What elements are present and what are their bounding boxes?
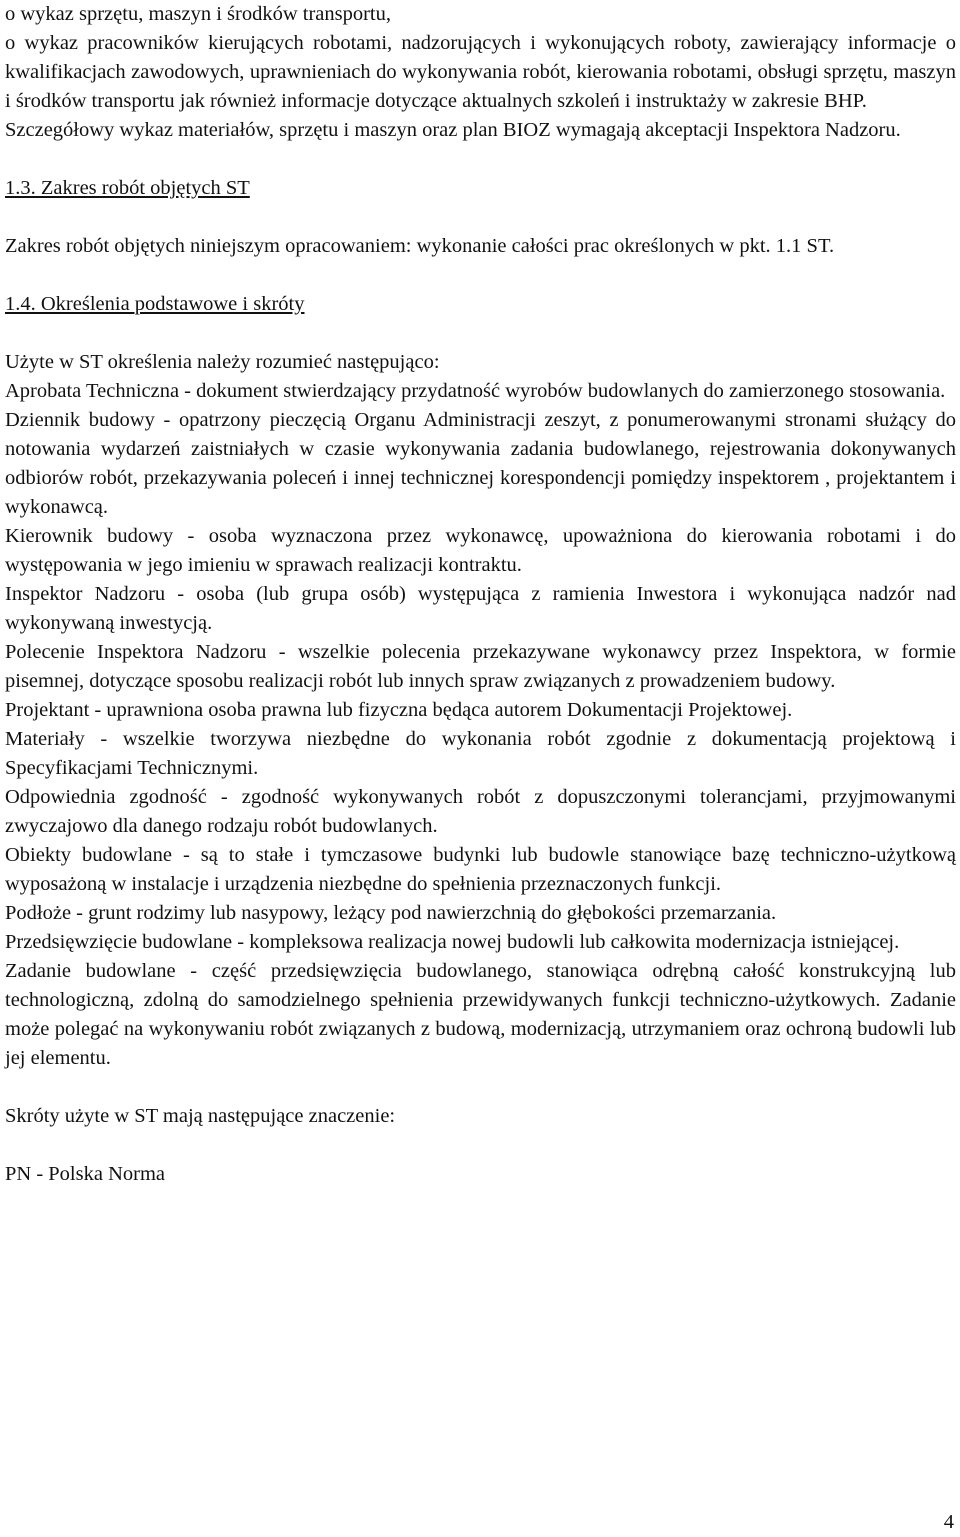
paragraph-scope: Zakres robót objętych niniejszym opracowaniem: wykonanie całości prac określonych w pkt. 1.1 ST. bbox=[5, 235, 835, 257]
definition-item: Zadanie budowlane - część przedsięwzięcia budowlanego, stanowiąca odrębną całość konstrukcyjną lub technologiczną, zdolną do samodzielnego spełnienia przewidywanych funkcji techniczno-użytkowych. Zadanie może polegać na wykonywaniu robót związanych z budową, modernizacją, utrzymaniem oraz ochroną budowli lub jej elementu. bbox=[5, 960, 956, 1069]
spacer bbox=[5, 145, 956, 174]
paragraph-acceptance: Szczegółowy wykaz materiałów, sprzętu i maszyn oraz plan BIOZ wymagają akceptacji Inspektora Nadzoru. bbox=[5, 119, 901, 141]
paragraph-definitions-intro: Użyte w ST określenia należy rozumieć następująco: bbox=[5, 351, 440, 373]
definition-item: Przedsięwzięcie budowlane - kompleksowa realizacja nowej budowli lub całkowita modernizacja istniejącej. bbox=[5, 931, 900, 953]
definition-item: Materiały - wszelkie tworzywa niezbędne do wykonania robót zgodnie z dokumentacją projektową i Specyfikacjami Technicznymi. bbox=[5, 728, 956, 779]
spacer bbox=[5, 203, 956, 232]
paragraph-abbreviations-intro: Skróty użyte w ST mają następujące znaczenie: bbox=[5, 1105, 396, 1127]
section-heading-1-3: 1.3. Zakres robót objętych ST bbox=[5, 177, 250, 199]
paragraph-staff-list: o wykaz pracowników kierujących robotami, nadzorujących i wykonujących roboty, zawierający informacje o kwalifikacjach zawodowych, uprawnieniach do wykonywania robót, kierowania robotami, obsługi sprzętu, maszyn i środków transportu jak również informacje dotyczące aktualnych szkoleń i instruktaży w zakresie BHP. bbox=[5, 32, 956, 112]
spacer bbox=[5, 261, 956, 290]
page-number: 4 bbox=[943, 1511, 954, 1533]
definition-item: Podłoże - grunt rodzimy lub nasypowy, leżący pod nawierzchnią do głębokości przemarzania. bbox=[5, 902, 777, 924]
definition-item: Aprobata Techniczna - dokument stwierdzający przydatność wyrobów budowlanych do zamierzonego stosowania. bbox=[5, 380, 946, 402]
definition-item: Dziennik budowy - opatrzony pieczęcią Organu Administracji zeszyt, z ponumerowanymi stronami służący do notowania wydarzeń zaistniałych w czasie wykonywania zadania budowlanego, rejestrowania dokonywanych odbiorów robót, przekazywania poleceń i innej technicznej korespondencji pomiędzy inspektorem , projektantem i wykonawcą. bbox=[5, 409, 956, 518]
definition-item: Inspektor Nadzoru - osoba (lub grupa osób) występująca z ramienia Inwestora i wykonująca nadzór nad wykonywaną inwestycją. bbox=[5, 583, 956, 634]
definition-item: Obiekty budowlane - są to stałe i tymczasowe budynki lub budowle stanowiące bazę techniczno-użytkową wyposażoną w instalacje i urządzenia niezbędne do spełnienia przeznaczonych funkcji. bbox=[5, 844, 956, 895]
spacer bbox=[5, 1131, 956, 1160]
document-body bbox=[5, 0, 956, 1189]
section-heading-1-4: 1.4. Określenia podstawowe i skróty bbox=[5, 293, 305, 315]
abbreviation-item: PN - Polska Norma bbox=[5, 1163, 166, 1185]
definition-item: Odpowiednia zgodność - zgodność wykonywanych robót z dopuszczonymi tolerancjami, przyjmowanymi zwyczajowo dla danego rodzaju robót budowlanych. bbox=[5, 786, 956, 837]
spacer bbox=[5, 1073, 956, 1102]
paragraph-equipment-list: o wykaz sprzętu, maszyn i środków transportu, bbox=[5, 3, 391, 25]
spacer bbox=[5, 319, 956, 348]
definition-item: Kierownik budowy - osoba wyznaczona przez wykonawcę, upoważniona do kierowania robotami i do występowania w jego imieniu w sprawach realizacji kontraktu. bbox=[5, 525, 956, 576]
definition-item: Polecenie Inspektora Nadzoru - wszelkie polecenia przekazywane wykonawcy przez Inspektora, w formie pisemnej, dotyczące sposobu realizacji robót lub innych spraw związanych z prowadzeniem budowy. bbox=[5, 641, 956, 692]
definition-item: Projektant - uprawniona osoba prawna lub fizyczna będąca autorem Dokumentacji Projektowej. bbox=[5, 699, 793, 721]
